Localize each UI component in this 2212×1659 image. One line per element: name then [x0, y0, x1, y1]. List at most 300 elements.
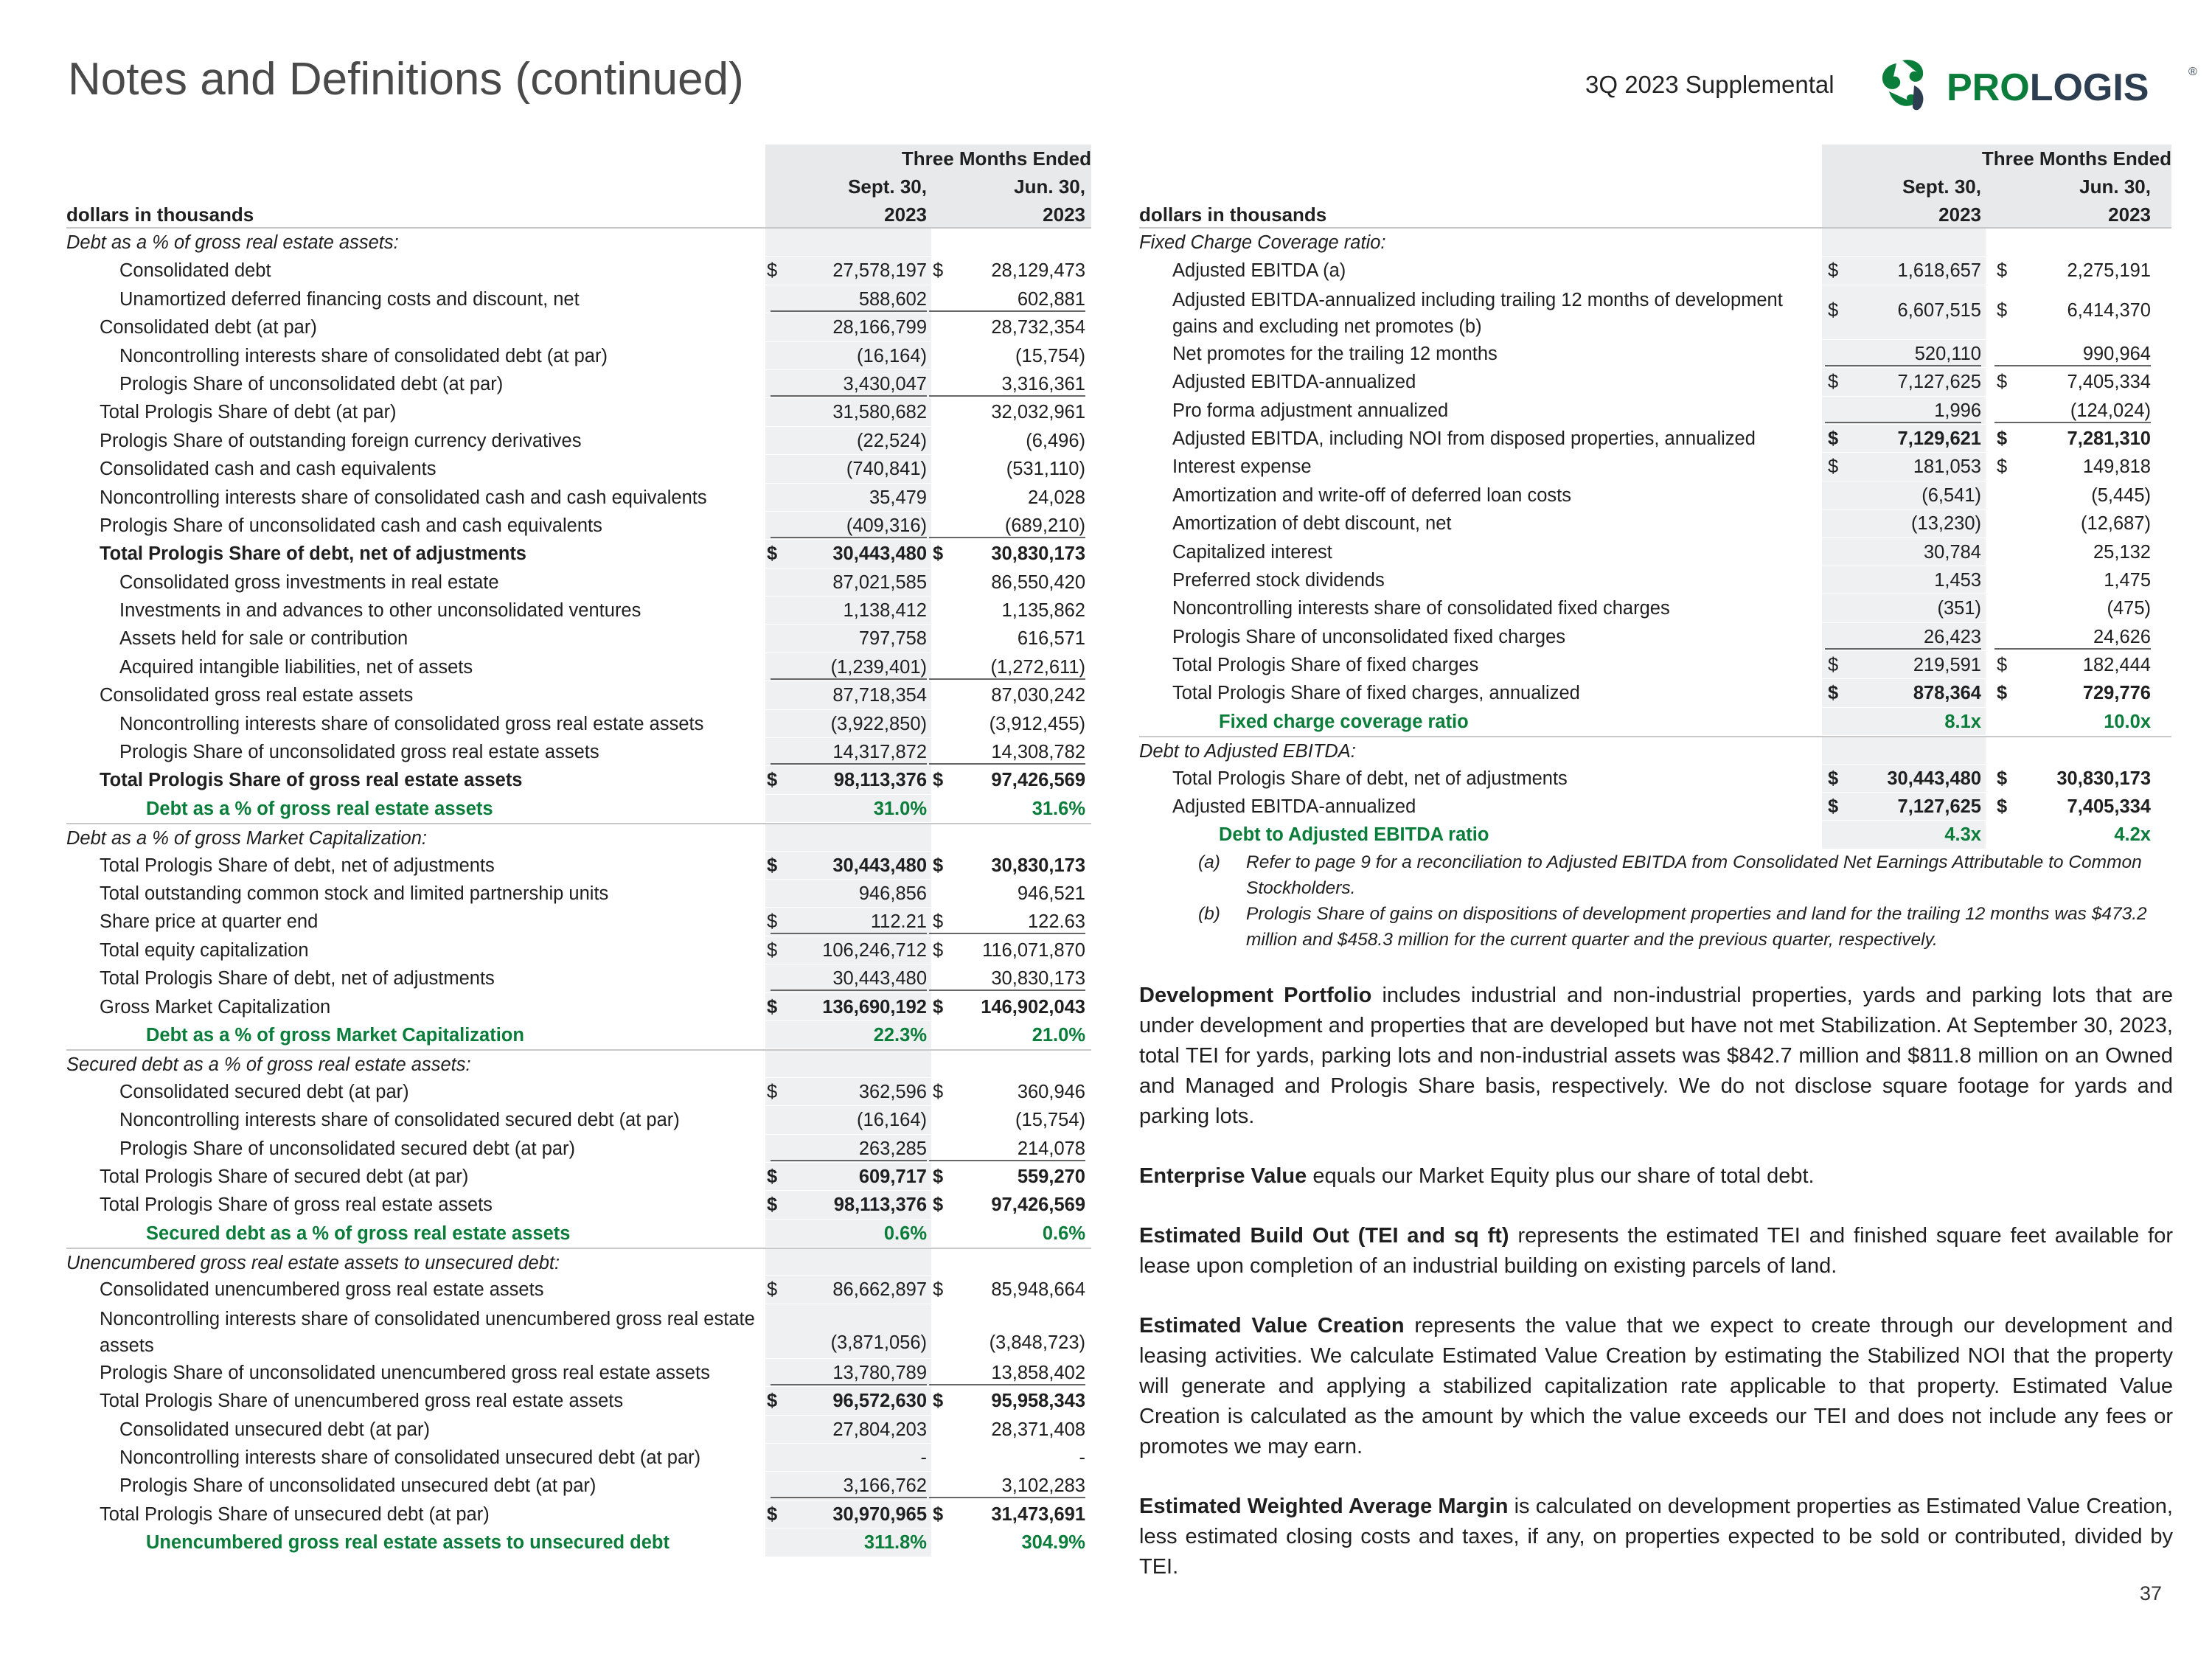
table-row	[1139, 793, 2171, 821]
value-col2: 7,405,334	[2067, 372, 2151, 393]
value-col2: 31.6%	[1032, 798, 1085, 819]
ratio-row	[1139, 708, 2171, 736]
table-row	[66, 908, 1091, 936]
table-row	[66, 1191, 1091, 1219]
value-col1: 30,443,480	[1887, 768, 1981, 789]
value-col1: (6,541)	[1921, 484, 1981, 506]
prologis-logo	[1873, 53, 2197, 119]
table-row	[66, 1163, 1091, 1191]
header-col2-month: Jun. 30,	[1014, 175, 1085, 198]
currency-symbol: $	[1997, 768, 2008, 789]
definition-text: equals our Market Equity plus our share of total debt.	[1307, 1164, 1815, 1188]
row-label: Total Prologis Share of gross real estate assets	[100, 770, 523, 791]
currency-symbol: $	[933, 996, 944, 1018]
value-col1: 87,718,354	[832, 685, 927, 706]
value-col2: 30,830,173	[991, 855, 1085, 876]
row-label: Debt to Adjusted EBITDA:	[1139, 741, 1356, 762]
currency-symbol: $	[933, 1279, 944, 1301]
value-col2: 559,270	[1017, 1166, 1085, 1187]
table-row	[1139, 453, 2171, 481]
value-col2: 729,776	[2082, 683, 2151, 704]
page-number: 37	[2140, 1582, 2163, 1604]
currency-symbol: $	[1997, 260, 2008, 282]
row-label: Pro forma adjustment annualized	[1172, 400, 1449, 421]
table-row	[66, 625, 1091, 653]
value-col1: 1,618,657	[1897, 260, 1981, 282]
value-col1: 30,970,965	[832, 1503, 927, 1525]
row-label: Total Prologis Share of secured debt (at par)	[100, 1166, 469, 1187]
value-shade	[765, 1249, 931, 1275]
value-col1: (740,841)	[846, 459, 927, 480]
table-row	[1139, 765, 2171, 793]
definition-text: represents the value that we expect to create through our development and leasing activities. We calculate Estimated Value Creation by estimating the Stabilized NOI that the property will generate and applying a stabilized capitalization rate applicable to that property. Estimated Value Creation is calculated as the amount by which the value exceeds our TEI and does not include any fees or promotes we may earn.	[1139, 1314, 2173, 1458]
currency-symbol: $	[1997, 372, 2008, 393]
row-label: Secured debt as a % of gross real estate assets:	[66, 1054, 471, 1076]
value-col2: 149,818	[2082, 456, 2151, 478]
value-col2: 28,371,408	[991, 1419, 1085, 1440]
header-col2-year: 2023	[1043, 204, 1085, 226]
row-label: Preferred stock dividends	[1172, 569, 1385, 591]
value-col2: 7,405,334	[2067, 796, 2151, 818]
ratio-row	[1139, 821, 2171, 849]
value-col2: 116,071,870	[982, 939, 1085, 961]
row-label: Total Prologis Share of fixed charges	[1172, 655, 1479, 676]
row-label: Prologis Share of unconsolidated unsecured debt (at par)	[119, 1475, 597, 1497]
value-col1: 30,443,480	[832, 543, 927, 565]
table-row	[66, 1416, 1091, 1444]
row-label: Total Prologis Share of unsecured debt (at par)	[100, 1503, 490, 1525]
value-col1: 27,578,197	[832, 260, 927, 282]
value-col1: (3,922,850)	[830, 713, 927, 734]
table-row	[66, 681, 1091, 709]
logo-wordmark: PROLOGIS	[1947, 66, 2149, 109]
value-col1: -	[920, 1447, 927, 1469]
row-label: Consolidated unencumbered gross real estate assets	[100, 1279, 544, 1301]
value-col2: (475)	[2107, 598, 2151, 619]
value-col1: 7,129,621	[1897, 428, 1981, 449]
table-row	[1139, 368, 2171, 396]
row-label: Acquired intangible liabilities, net of assets	[119, 656, 473, 678]
row-label: Prologis Share of unconsolidated cash and cash equivalents	[100, 515, 602, 536]
footnote-key: (a)	[1198, 852, 1220, 872]
definition-text: is calculated on development properties as Estimated Value Creation, less estimated closing costs and taxes, if any, on properties expected to be sold or contributed, divided by TEI.	[1139, 1495, 2173, 1579]
row-label: Total Prologis Share of debt, net of adjustments	[100, 855, 495, 876]
currency-symbol: $	[767, 1391, 778, 1412]
currency-symbol: $	[1997, 299, 2008, 321]
left-data-table	[66, 145, 1091, 1557]
currency-symbol: $	[933, 260, 944, 282]
row-label: Unencumbered gross real estate assets to unsecured debt	[146, 1532, 669, 1554]
value-col1: 263,285	[771, 1138, 927, 1161]
value-col1: 878,364	[1913, 683, 1981, 704]
value-col2: 1,135,862	[1001, 600, 1085, 622]
value-col2: 25,132	[2093, 541, 2151, 563]
table-row	[66, 964, 1091, 992]
table-row	[1139, 651, 2171, 679]
row-label: Consolidated secured debt (at par)	[119, 1081, 409, 1102]
value-col2: (15,754)	[1015, 345, 1085, 366]
logo-registered: ®	[2188, 66, 2197, 78]
row-label: Debt to Adjusted EBITDA ratio	[1219, 824, 1489, 846]
value-col1: 26,423	[1825, 627, 1981, 650]
row-label: Investments in and advances to other unconsolidated ventures	[119, 600, 641, 622]
value-col2: (3,912,455)	[989, 713, 1085, 734]
value-col2: 304.9%	[1021, 1532, 1085, 1554]
row-label: Adjusted EBITDA, including NOI from disposed properties, annualized	[1172, 428, 1756, 449]
currency-symbol: $	[933, 1166, 944, 1187]
value-col1: 8.1x	[1944, 711, 1981, 732]
definitions	[1139, 981, 2173, 1612]
definition-paragraph	[1139, 1311, 2173, 1462]
row-label: Noncontrolling interests share of consolidated secured debt (at par)	[119, 1110, 680, 1131]
definition-paragraph	[1139, 981, 2173, 1132]
value-col2: 360,946	[1017, 1081, 1085, 1102]
row-label: Prologis Share of unconsolidated fixed charges	[1172, 626, 1565, 647]
value-col1: 609,717	[858, 1166, 927, 1187]
value-col2: 24,626	[1994, 627, 2151, 650]
footnote-item	[1198, 849, 2171, 901]
definition-text: includes industrial and non-industrial properties, yards and parking lots that are under development and properties that are developed but have not met Stabilization. At September 30, 2023, total TEI for yards, parking lots and non-industrial assets was $842.7 million and $811.8 million on an Owned and Managed and Prologis Share basis, respectively. We do not disclose square footage for yards and parking lots.	[1139, 984, 2174, 1128]
section-heading	[1139, 229, 2171, 257]
value-col1: 136,690,192	[822, 996, 927, 1018]
row-label: Total Prologis Share of debt (at par)	[100, 402, 397, 423]
table-row	[66, 1387, 1091, 1415]
value-col2: 21.0%	[1032, 1024, 1085, 1046]
table-row	[1139, 509, 2171, 538]
row-label: Total outstanding common stock and limited partnership units	[100, 883, 609, 904]
row-label: Share price at quarter end	[100, 911, 319, 933]
value-col1: 31,580,682	[832, 402, 927, 423]
table-row	[66, 1276, 1091, 1304]
value-col1: 22.3%	[873, 1024, 927, 1046]
currency-symbol: $	[1997, 796, 2008, 818]
value-col1: (3,871,056)	[830, 1332, 927, 1353]
row-label: Prologis Share of outstanding foreign currency derivatives	[100, 430, 582, 451]
value-col1: (16,164)	[857, 1110, 927, 1131]
value-col1: 946,856	[858, 883, 927, 904]
currency-symbol: $	[933, 1391, 944, 1412]
currency-symbol: $	[767, 1194, 778, 1216]
value-col2: -	[1079, 1447, 1085, 1469]
value-col1: (22,524)	[857, 430, 927, 451]
value-col2: 87,030,242	[991, 685, 1085, 706]
row-label: Total Prologis Share of debt, net of adjustments	[1172, 768, 1568, 789]
footnote-text: Refer to page 9 for a reconciliation to Adjusted EBITDA from Consolidated Net Earnings Attributable to Common Stockholders.	[1246, 852, 2142, 898]
row-label: Noncontrolling interests share of consolidated gross real estate assets	[119, 713, 704, 734]
row-label: Debt as a % of gross Market Capitalization	[146, 1024, 524, 1046]
table-row	[66, 597, 1091, 625]
currency-symbol: $	[1828, 456, 1839, 478]
footnotes	[1198, 849, 2171, 953]
value-col2: 182,444	[2082, 655, 2151, 676]
value-col2: 214,078	[929, 1138, 1085, 1161]
currency-symbol: $	[767, 855, 778, 876]
definition-term: Estimated Weighted Average Margin	[1139, 1495, 1509, 1518]
table-row	[66, 1500, 1091, 1528]
value-col1: 1,138,412	[843, 600, 927, 622]
value-col2: (15,754)	[1015, 1110, 1085, 1131]
value-col1: 588,602	[771, 289, 927, 312]
currency-symbol: $	[933, 1081, 944, 1102]
table-row	[1139, 285, 2171, 340]
table-row	[66, 568, 1091, 597]
value-col2: 6,414,370	[2067, 299, 2151, 321]
value-col1: 7,127,625	[1897, 372, 1981, 393]
value-col1: 31.0%	[873, 798, 927, 819]
row-label: Fixed Charge Coverage ratio:	[1139, 232, 1386, 253]
currency-symbol: $	[933, 543, 944, 565]
value-col2: 4.2x	[2114, 824, 2151, 846]
value-col2: 97,426,569	[991, 1194, 1085, 1216]
table-row	[66, 257, 1091, 285]
value-col2: 1,475	[2104, 569, 2151, 591]
currency-symbol: $	[933, 770, 944, 791]
row-label: Capitalized interest	[1172, 541, 1332, 563]
value-col2: 13,858,402	[929, 1363, 1085, 1385]
definition-paragraph	[1139, 1492, 2173, 1582]
table-row	[1139, 425, 2171, 453]
value-col2: 14,308,782	[929, 742, 1085, 765]
table-row	[66, 1106, 1091, 1134]
row-label: Prologis Share of unconsolidated secured debt (at par)	[119, 1138, 576, 1159]
value-col2: 32,032,961	[991, 402, 1085, 423]
value-col2: 30,830,173	[2056, 768, 2151, 789]
table-row	[66, 852, 1091, 880]
value-col1: 98,113,376	[833, 1194, 927, 1216]
ratio-row	[66, 795, 1091, 823]
currency-symbol: $	[767, 1081, 778, 1102]
value-col2: 24,028	[1028, 487, 1085, 508]
value-col1: (16,164)	[857, 345, 927, 366]
value-col2: (3,848,723)	[989, 1332, 1085, 1353]
value-col1: 35,479	[869, 487, 927, 508]
table-row	[66, 398, 1091, 426]
value-col2: 0.6%	[1042, 1222, 1085, 1244]
value-col1: 106,246,712	[822, 939, 927, 961]
row-label: Prologis Share of unconsolidated unencumbered gross real estate assets	[100, 1362, 710, 1383]
table-row	[66, 285, 1091, 313]
value-col1: 3,430,047	[771, 374, 927, 397]
row-label: Consolidated unsecured debt (at par)	[119, 1419, 431, 1440]
row-label: Noncontrolling interests share of consolidated debt (at par)	[119, 345, 608, 366]
logo-mark-icon	[1882, 60, 1923, 110]
value-col2: 990,964	[1994, 344, 2151, 366]
table-row	[66, 370, 1091, 398]
value-col1: 181,053	[1913, 456, 1981, 478]
row-label: Amortization of debt discount, net	[1172, 513, 1452, 535]
page-title: Notes and Definitions (continued)	[68, 54, 744, 105]
value-col1: 7,127,625	[1897, 796, 1981, 818]
right-data-table	[1139, 145, 2171, 849]
table-row	[1139, 623, 2171, 651]
row-label: Adjusted EBITDA-annualized including trailing 12 months of development gains and excluding net promotes (b)	[1172, 289, 1783, 337]
table-row	[66, 342, 1091, 370]
row-label: Total Prologis Share of debt, net of adjustments	[100, 968, 495, 990]
row-label: Assets held for sale or contribution	[119, 628, 408, 650]
value-col1: 3,166,762	[771, 1475, 927, 1498]
currency-symbol: $	[767, 770, 778, 791]
row-label: Total Prologis Share of unencumbered gross real estate assets	[100, 1391, 624, 1412]
value-col2: 30,830,173	[929, 968, 1085, 991]
value-col1: 797,758	[858, 628, 927, 650]
header-col2-month: Jun. 30,	[2079, 175, 2151, 198]
table-row	[1139, 679, 2171, 707]
table-header-months	[66, 173, 1091, 201]
currency-symbol: $	[767, 911, 778, 933]
value-col2: 7,281,310	[2067, 428, 2151, 449]
currency-symbol: $	[1828, 428, 1839, 449]
row-label: Debt as a % of gross real estate assets	[146, 798, 493, 819]
currency-symbol: $	[767, 939, 778, 961]
currency-symbol: $	[767, 1166, 778, 1187]
section-heading	[66, 823, 1091, 851]
value-col1: 98,113,376	[833, 770, 927, 791]
table-row	[66, 1078, 1091, 1106]
definition-text: represents the estimated TEI and finished square feet available for lease upon completion of an industrial building on existing parcels of land.	[1139, 1224, 2173, 1278]
table-header-years	[66, 201, 1091, 229]
table-header-period	[1139, 145, 2171, 173]
header-col2-year: 2023	[2108, 204, 2151, 226]
table-row	[1139, 481, 2171, 509]
header-col1-month: Sept. 30,	[848, 175, 927, 198]
definition-term: Estimated Build Out (TEI and sq ft)	[1139, 1224, 1509, 1248]
section-heading	[66, 1248, 1091, 1276]
value-shade	[765, 1051, 931, 1077]
currency-symbol: $	[1828, 372, 1839, 393]
currency-symbol: $	[767, 543, 778, 565]
value-col2: (1,272,611)	[929, 657, 1085, 680]
table-row	[66, 936, 1091, 964]
value-shade	[1822, 229, 1986, 256]
row-label: Total Prologis Share of fixed charges, annualized	[1172, 683, 1580, 704]
value-col1: 96,572,630	[832, 1391, 927, 1412]
footnote-key: (b)	[1198, 904, 1220, 924]
row-label: Consolidated gross real estate assets	[100, 685, 414, 706]
value-col1: 30,443,480	[771, 968, 927, 991]
value-shade	[1822, 737, 1986, 763]
value-col1: 30,443,480	[832, 855, 927, 876]
currency-symbol: $	[1828, 683, 1839, 704]
footnote-item	[1198, 901, 2171, 953]
currency-symbol: $	[1828, 299, 1839, 321]
definition-term: Estimated Value Creation	[1139, 1314, 1405, 1338]
currency-symbol: $	[933, 1194, 944, 1216]
row-label: Consolidated cash and cash equivalents	[100, 459, 437, 480]
row-label: Adjusted EBITDA-annualized	[1172, 796, 1416, 818]
value-col1: 0.6%	[883, 1222, 927, 1244]
row-label: Adjusted EBITDA-annualized	[1172, 372, 1416, 393]
value-col2: 946,521	[1017, 883, 1085, 904]
row-label: Noncontrolling interests share of consolidated cash and cash equivalents	[100, 487, 707, 508]
currency-symbol: $	[933, 911, 944, 933]
row-label: Consolidated debt	[119, 260, 271, 282]
row-label: Fixed charge coverage ratio	[1219, 711, 1469, 732]
currency-symbol: $	[1997, 683, 2008, 704]
table-row	[66, 427, 1091, 455]
value-col1: (1,239,401)	[771, 657, 927, 680]
value-col2: (12,687)	[2081, 513, 2151, 535]
currency-symbol: $	[767, 1279, 778, 1301]
table-row	[1139, 538, 2171, 566]
table-row	[66, 653, 1091, 681]
value-shade	[765, 229, 931, 256]
value-col2: 3,316,361	[929, 374, 1085, 397]
table-row	[66, 710, 1091, 738]
currency-symbol: $	[1828, 768, 1839, 789]
currency-symbol: $	[1997, 456, 2008, 478]
row-label: Noncontrolling interests share of consolidated fixed charges	[1172, 598, 1670, 619]
row-label: Adjusted EBITDA (a)	[1172, 260, 1346, 282]
table-header-period	[66, 145, 1091, 173]
value-col1: 112.21	[771, 911, 927, 934]
row-label: Prologis Share of unconsolidated gross real estate assets	[119, 742, 599, 763]
value-col1: 6,607,515	[1897, 299, 1981, 321]
currency-symbol: $	[1997, 655, 2008, 676]
value-col1: 86,662,897	[832, 1279, 927, 1301]
value-col1: 362,596	[858, 1081, 927, 1102]
row-label: Gross Market Capitalization	[100, 996, 331, 1018]
currency-symbol: $	[933, 855, 944, 876]
table-row	[1139, 257, 2171, 285]
table-row	[66, 455, 1091, 483]
value-col1: 311.8%	[863, 1532, 927, 1554]
value-col2: 3,102,283	[929, 1475, 1085, 1498]
value-col2: 31,473,691	[991, 1503, 1085, 1525]
row-label: Interest expense	[1172, 456, 1312, 478]
value-col2: 2,275,191	[2067, 260, 2151, 282]
section-heading	[66, 229, 1091, 257]
currency-symbol: $	[933, 1503, 944, 1525]
row-label: Debt as a % of gross Market Capitalization:	[66, 828, 427, 849]
row-label: Net promotes for the trailing 12 months	[1172, 343, 1498, 364]
header-period: Three Months Ended	[1981, 147, 2171, 170]
value-col1: 219,591	[1913, 655, 1981, 676]
header-units: dollars in thousands	[66, 204, 254, 226]
value-col2: 86,550,420	[991, 571, 1085, 593]
value-col1: 28,166,799	[832, 317, 927, 338]
currency-symbol: $	[1997, 428, 2008, 449]
value-col2: (689,210)	[929, 515, 1085, 538]
ratio-row	[66, 1528, 1091, 1557]
value-col1: 1,996	[1825, 400, 1981, 423]
row-label: Debt as a % of gross real estate assets:	[66, 232, 399, 253]
header-col1-year: 2023	[1938, 204, 1981, 226]
row-label: Consolidated debt (at par)	[100, 317, 317, 338]
table-row	[66, 1135, 1091, 1163]
value-col2: (124,024)	[1994, 400, 2151, 423]
table-row	[66, 540, 1091, 568]
row-label: Total Prologis Share of debt, net of adjustments	[100, 543, 526, 565]
value-col1: 14,317,872	[771, 742, 927, 765]
table-row	[66, 484, 1091, 512]
row-label: Unamortized deferred financing costs and discount, net	[119, 288, 580, 310]
value-col1: 30,784	[1924, 541, 1981, 563]
footnote-text: Prologis Share of gains on dispositions of development properties and land for the trailing 12 months was $473.2 million and $458.3 million for the current quarter and the previous quarter, respectively.	[1246, 904, 2147, 950]
row-label: Total Prologis Share of gross real estate assets	[100, 1194, 493, 1216]
value-col1: (351)	[1937, 598, 1981, 619]
currency-symbol: $	[1828, 655, 1839, 676]
row-label: Secured debt as a % of gross real estate assets	[146, 1222, 571, 1244]
currency-symbol: $	[767, 996, 778, 1018]
definition-paragraph	[1139, 1221, 2173, 1281]
header-period: Three Months Ended	[901, 147, 1091, 170]
table-row	[66, 1472, 1091, 1500]
currency-symbol: $	[933, 939, 944, 961]
value-col2: 30,830,173	[991, 543, 1085, 565]
definition-term: Development Portfolio	[1139, 984, 1372, 1007]
table-header-months	[1139, 173, 2171, 201]
ratio-row	[66, 1220, 1091, 1248]
